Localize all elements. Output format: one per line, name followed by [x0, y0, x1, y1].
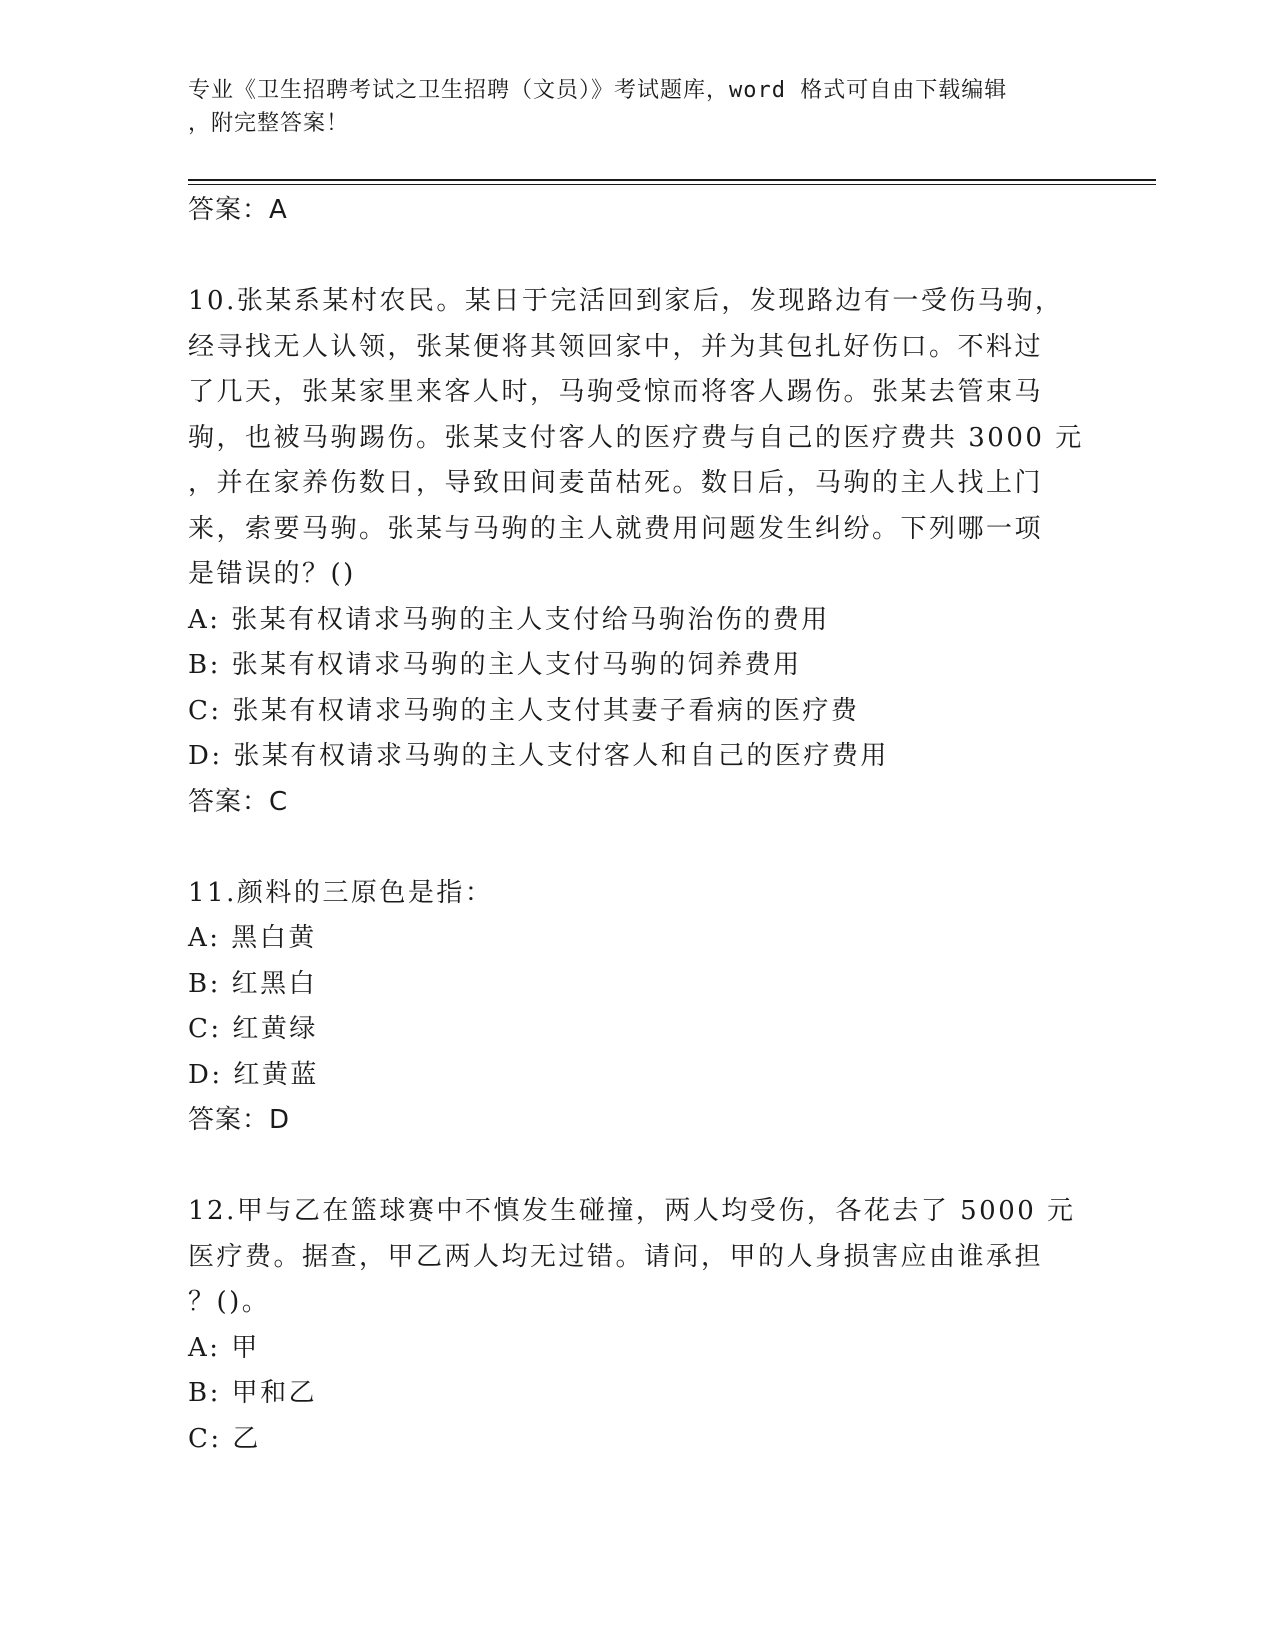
header-line-2: ，附完整答案！	[188, 111, 350, 136]
question-text-line: 来，索要马驹。张某与马驹的主人就费用问题发生纠纷。下列哪一项	[188, 513, 1044, 544]
question-text-line: ？()。	[188, 1287, 271, 1317]
spacer	[188, 825, 1088, 871]
question-text-line: 医疗费。据查，甲乙两人均无过错。请问，甲的人身损害应由谁承担	[188, 1241, 1044, 1272]
option-d: D: 红黄蓝	[188, 1059, 319, 1090]
question-10	[188, 279, 1088, 825]
question-text-line: 12.甲与乙在篮球赛中不慎发生碰撞，两人均受伤，各花去了 5000 元	[188, 1196, 1076, 1226]
question-text-line: 10.张某系某村农民。某日于完活回到家后，发现路边有一受伤马驹，	[188, 286, 1064, 316]
question-text-line: 了几天，张某家里来客人时，马驹受惊而将客人踢伤。张某去管束马	[188, 377, 1044, 407]
spacer	[188, 234, 1088, 280]
question-text-line: 是错误的？()	[188, 559, 356, 589]
header-rule-thin	[188, 184, 1156, 185]
option-c: C: 乙	[188, 1423, 261, 1454]
spacer	[188, 1144, 1088, 1190]
option-b: B: 张某有权请求马驹的主人支付马驹的饲养费用	[188, 650, 802, 680]
page-header	[188, 74, 1088, 140]
option-a: A: 张某有权请求马驹的主人支付给马驹治伤的费用	[188, 604, 830, 635]
question-text-line: 经寻找无人认领，张某便将其领回家中，并为其包扎好伤口。不料过	[188, 331, 1044, 362]
option-b: B: 红黑白	[188, 968, 318, 999]
question-text-line: ，并在家养伤数日，导致田间麦苗枯死。数日后，马驹的主人找上门	[188, 468, 1044, 498]
header-line-1: 专业《卫生招聘考试之卫生招聘（文员）》考试题库，word 格式可自由下载编辑	[188, 78, 1008, 103]
question-content	[188, 188, 1088, 1462]
option-d: D: 张某有权请求马驹的主人支付客人和自己的医疗费用	[188, 741, 889, 771]
option-b: B: 甲和乙	[188, 1378, 318, 1408]
option-a: A: 黑白黄	[188, 923, 317, 953]
question-11	[188, 871, 1088, 1144]
answer-line: 答案：D	[188, 1105, 291, 1135]
option-a: A: 甲	[188, 1332, 260, 1363]
answer-line: 答案：C	[188, 786, 289, 817]
previous-answer: 答案：A	[188, 195, 288, 225]
question-text-line: 11.颜料的三原色是指：	[188, 877, 494, 908]
header-rule-thick	[188, 179, 1156, 181]
option-c: C: 红黄绿	[188, 1014, 318, 1044]
question-12	[188, 1189, 1088, 1462]
option-c: C: 张某有权请求马驹的主人支付其妻子看病的医疗费	[188, 695, 860, 726]
question-text-line: 驹，也被马驹踢伤。张某支付客人的医疗费与自己的医疗费共 3000 元	[188, 422, 1084, 453]
